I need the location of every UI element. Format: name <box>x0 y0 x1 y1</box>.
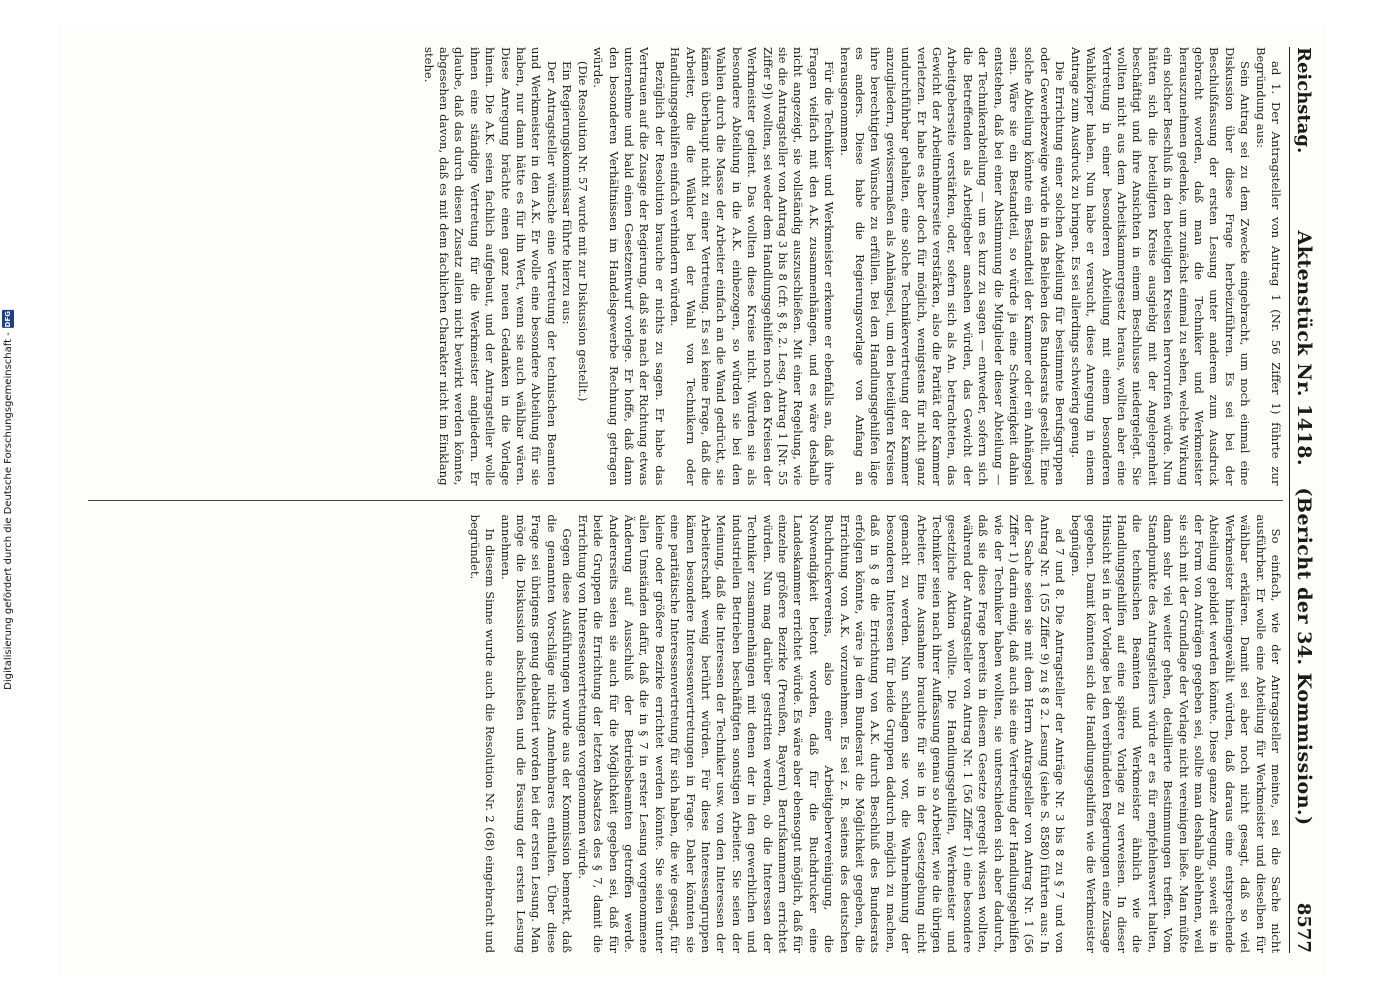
scanned-page <box>57 25 1327 975</box>
column-divider <box>88 500 1283 501</box>
header-bericht: (Bericht der 34. Kommission.) <box>1293 487 1315 826</box>
paragraph: (Die Resolution Nr. 57 wurde mit zur Diskussion gestellt.) <box>575 61 590 402</box>
credit-text: Digitalisierung gefördert durch die Deutsche Forschungsgemeinschaft - <box>2 332 14 690</box>
paragraph: Sein Antrag sei zu dem Zwecke eingebracht, um noch einmal eine Diskussion über diese Frage herbeizuführen. Es sei bei der Beschlußfassung der ersten Lesung unter anderem zum Ausdruck gebracht worden, daß man die Techniker und Werkmeister herauszunehmen gedenke, um zunächst einmal zu sehen, welche Wirkung ein solcher Beschluß in den beteiligten Kreisen hervorrufen würde. Nun hätten sich die beteiligten Kreise ausgiebig mit der Angelegenheit beschäftigt und ihre Ansichten in einem Beschlusse niedergelegt. Sie wollten nicht aus dem Arbeitskammergesetz heraus, wollten aber eine Vertretung in einer besonderen Abteilung mit einem besonderen Wahlkörper haben. Nun habe er versucht, diese Anregung in einem Antrage zum Ausdruck zu bringen. Es sei allerdings schwierig genug. <box>1068 47 1253 486</box>
dfg-logo-icon: DFG <box>4 311 12 328</box>
digitization-credit <box>2 310 14 690</box>
paragraph: Gegen diese Ausführungen wurde aus der Kommission bemerkt, daß die genannten Vorschläge nichts Annehmbares enthalten. Über diese Frage sei übrigens genug debattiert worden bei der ersten Lesung. Man möge die Diskussion abschließen und die Fassung der ersten Lesung annehmen. <box>498 514 575 953</box>
header-title <box>1293 230 1315 825</box>
paragraph: ad 7 und 8. Die Antragsteller der Anträge Nr. 3 bis 8 zu § 7 und von Antrag Nr. 1 (55 Ziffer 9) zu § 8 2. Lesung (siehe S. 8580) führten aus: In der Sache seien sie mit dem Herrn Antragsteller von Antrag Nr. 1 (56 Ziffer 1) darin einig, daß auch sie eine Vertretung der Handlungsgehilfen wie der Techniker haben wollten, sie unterschieden sich aber dadurch, daß sie diese Frage bereits in diesem Gesetze geregelt wissen wollten, während der Antragsteller von Antrag Nr. 1 (56 Ziffer 1) eine besondere gesetzliche Aktion wollte. Die Handlungsgehilfen, Werkmeister und Techniker seien nach ihrer Auffassung genau so Arbeiter, wie die übrigen Arbeiter. Eine Ausnahme brauchte für sie in der Gesetzgebung nicht gemacht zu werden. Nun schlagen sie vor, die Wahrnehmung der besonderen Interessen für beide Gruppen dadurch möglich zu machen, daß in § 8 die Errichtung von A.K. durch Beschluß des Bundesrats erfolgen könnte, wäre ja dem Bundesrat die Möglichkeit gegeben, die Errichtung von A.K. vorzunehmen. Es sei z. B. seitens des deutschen Buchdruckervereins, also einer Arbeitgebervereinigung, die Notwendigkeit betont worden, daß für die Buchdrucker eine Landeskammer errichtet würde. Es wäre aber ebensogut möglich, daß für einzelne größere Bezirke (Preußen, Bayern) Berufskammern errichtet würden. Nun mag darüber gestritten werden, ob die Interessen der Techniker zusammenhängen mit denen der in den gewerblichen und industriellen Betrieben beschäftigten sonstigen Arbeiter. Sie seien der Meinung, daß die Interessen der Techniker usw. von den Interessen der Arbeiterschaft wenig berührt würden. Für diese Interessengruppen kämen besondere Interessenvertretungen in Frage. Daher könnten sie eine paritätische Interessenvertretung für sich haben, die wie gesagt, für kleine oder größere Bezirke errichtet werden könnte. Sie seien unter allen Umständen dafür, daß die in § 7 in erster Lesung vorgenommene Änderung auf Ausschluß der Betriebsbeamten getroffen werde. Andererseits seien sie auch für die Möglichkeit gegeben sei, daß für beide Gruppen die Errichtung der letzten Absatzes des § 7, damit die Errichtung von Interessenvertretungen vorgenommen würde. <box>575 514 1068 953</box>
paragraph: In diesem Sinne wurde auch die Resolution Nr. 2 (68) eingebracht und begründet. <box>467 514 498 953</box>
column-left <box>88 47 1283 486</box>
header-reichstag: Reichstag. <box>1293 47 1314 154</box>
paragraph: Der Antragsteller wünsche eine Vertretung der technischen Beamten und Werkmeister in den A.K. Er wolle eine besondere Abteilung für sie haben, nur dann hätte es für ihn Wert, wenn sie auch wählbar wären. Diese Anregung brächte einen ganz neuen Gedanken in die Vorlage hinein. Die A.K. seien fachlich aufgebaut, und der Antragsteller wolle ihnen eine ständige Vertretung für die Werkmeister angliedern. Er glaube, daß das durch diesen Zusatz allein nicht bewirkt werden könnte, abgesehen davon, daß es mit dem fachlichen Charakter nicht im Einklang stehe. <box>421 47 559 486</box>
paragraph: Bezüglich der Resolution brauche er nichts zu sagen. Er habe das Vertrauen auf die Zusage der Regierung, daß sie nach der Richtung etwas unternehme und bald einen Gesetzentwurf vorlege. Er hoffe, daß dann den besonderen Verhältnissen im Handelsgewerbe Rechnung getragen würde. <box>591 47 667 486</box>
text-columns <box>88 47 1283 953</box>
paragraph: So einfach, wie der Antragsteller meinte, sei die Sache nicht ausführbar. Er wolle eine Abteilung für Werkmeister und dieselben für wählbar erklären. Damit sei aber noch nicht gesagt, daß so viel Werkmeister hineingewählt würden, daß daraus eine entsprechende Abteilung gebildet werden könnte. Diese ganze Anregung, soweit sie in der Form von Anträgen gegeben sei, sollte man deshalb ablehnen, weil sie sich mit der Grundlage der Vorlage nicht vereinigen ließe. Man müßte dann sehr viel weiter gehen, detaillierte Bestimmungen treffen. Vom Standpunkte des Antragstellers würde er es für empfehlenswert halten, die technischen Beamten und Werkmeister ähnlich wie die Handlungsgehilfen auf eine spätere Vorlage zu verweisen. In dieser Hinsicht sei in der Vorlage bei den verbündeten Regierungen eine Zusage gegeben. Damit könnten sich die Handlungsgehilfen wie die Werkmeister begnügen. <box>1068 514 1283 953</box>
paragraph: Die Errichtung einer solchen Abteilung für bestimmte Berufsgruppen oder Gewerbezweige würde in das Belieben des Bundesrats gestellt. Eine solche Abteilung könnte ein Bestandteil der Kammer oder ein Anhängsel sein. Wäre sie ein Bestandteil, so würde ja eine Schwierigkeit dahin entstehen, daß bei einer Abstimmung die Mitglieder dieser Abteilung — der Technikerabteilung — um es kurz zu sagen — entweder, sofern sich die Betreffenden als Arbeitgeber ansehen würden, das Gewicht der Arbeitgeberseite verstärken, oder, sofern sich als An. betrachteten, das Gewicht der Arbeitnehmerseite verstärken, also die Parität der Kammer verletzen. Er habe es aber doch für möglich, wenigstens für nicht ganz undurchführbar gehalten, eine solche Technikervertretung der Kammer anzugliedern, gewissermaßen als Anhängsel, um den beteiligten Kreisen ihre berechtigten Wünsche zu erfüllen. Bei den Handlungsgehilfen läge es anders. Diese habe die Regierungsvorlage von Anfang an herausgenommen. <box>837 47 1068 486</box>
paragraph: ad 1. Der Antragsteller von Antrag 1 (Nr. 56 Ziffer 1) führte zur Begründung aus: <box>1253 47 1283 486</box>
page-header <box>1289 47 1315 953</box>
page-number: 8577 <box>1293 902 1314 953</box>
header-aktenstueck: Aktenstück Nr. 1418. <box>1293 230 1315 467</box>
paragraph: Für die Techniker und Werkmeister erkenne er ebenfalls an, daß ihre Fragen vielfach mit den A.K. zusammenhängen, und es wäre deshalb nicht angezeigt, sie vollständig auszuschließen. Mit einer Regelung, wie sie die Antragsteller von Antrag 3 bis 8 (cfr. § 8, 2. Lesg. Antrag 1 [Nr. 55 Ziffer 9]) wollten, sei weder dem Handlungsgehilfen noch den Kreisen der Werkmeister gedient. Das wollten diese Kreise nicht. Würden sie als besondere Abteilung in die A.K. einbezogen, so würden sie bei den Wahlen durch die Masse der Arbeiter einfach an die Wand gedrückt, sie kämen überhaupt nicht zu einer Vertretung. Es sei keine Frage, daß die Arbeiter, die die Wähler bei der Wahl von Technikern oder Handlungsgehilfen einfach verhindern würden. <box>668 47 837 486</box>
paragraph: Ein Regierungskommissar führte hierzu aus: <box>560 61 575 325</box>
column-right <box>88 515 1283 954</box>
